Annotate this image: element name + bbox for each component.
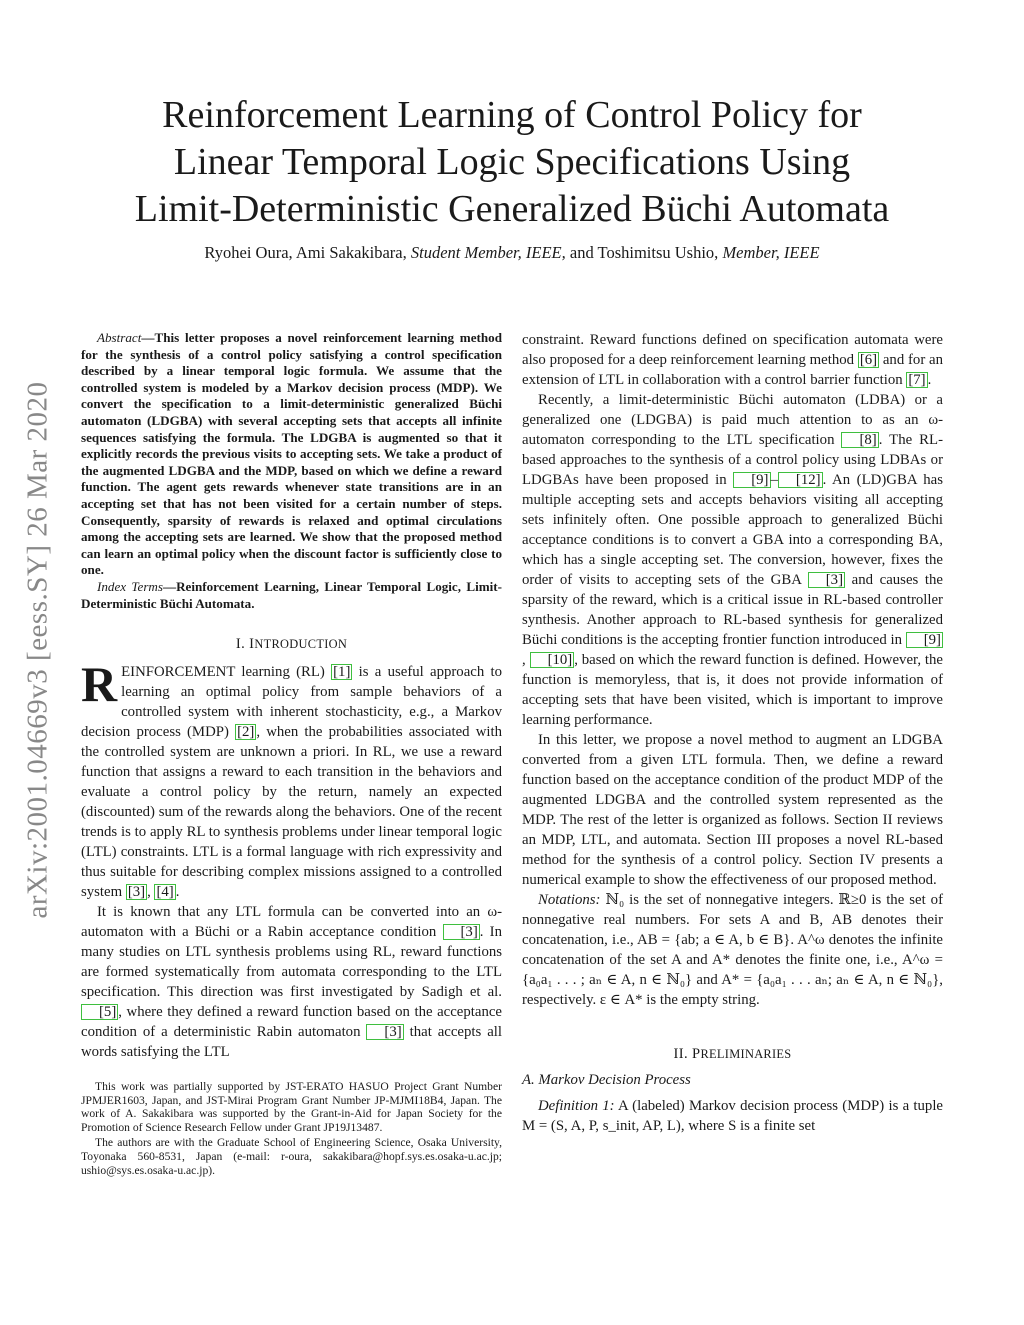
abstract [81,330,502,579]
abstract-lead: Abstract [97,330,142,345]
definition-lead: Definition 1: [538,1098,615,1114]
citation-link[interactable]: [1] [333,664,351,681]
citation-link[interactable]: [2] [237,724,255,741]
citation-link[interactable]: [8] [841,432,878,448]
citation-link[interactable]: [3] [443,924,480,940]
right-paragraph-0: constraint. Reward functions defined on specification automata were also proposed for a deep reinforcement learning method [6] and for an extension of LTL in collaboration with a control barrier function [7] . [522,332,943,388]
right-paragraph-1: Recently, a limit-deterministic Büchi automaton (LDBA) or a generalized one (LDGBA) is paid much attention to as an ω-automaton corresponding to the LTL specification [8] . The RL-based approaches to the synthesis of a control policy using LDBAs or LDGBAs have been proposed in [9] – [12] . An (LD)GBA has multiple accepting sets and accepts behaviors visiting all accepting sets infinitely often. One possible approach to generalized Büchi acceptance conditions is to convert a GBA into a corresponding BA, which has a single accepting set. The conversion, however, fixes the order of visits to accepting sets of the GBA [3] and causes the sparsity of the reward, which is a critical issue in RL-based controller synthesis. Another approach to RL-based synthesis for generalized Büchi conditions is the accepting frontier function introduced in [9], [10] , based on which the reward function is defined. However, the function is memoryless, that is, it does not provide information of accepting sets that have been visited, which is important to improve learning performance. [522,392,943,728]
right-column [522,330,943,1136]
subsection-heading-mdp: A. Markov Decision Process [522,1072,691,1088]
drop-cap: R [81,656,118,713]
author-names-1: Ryohei Oura, Ami Sakakibara, [204,243,411,262]
definition-1 [522,1096,943,1136]
citation-link[interactable]: [5] [81,1004,118,1020]
intro-paragraph-2: It is known that any LTL formula can be converted into an ω-automaton with a Büchi or a Rabin acceptance condition [3] . In many studies on LTL synthesis problems using RL, reward functions are formed systematically from automata corresponding to the LTL specification. This direction was first investigated by Sadigh et al. [5] , where they defined a reward function based on the acceptance condition of a deterministic Rabin automaton [3] that accepts all words satisfying the LTL [81,904,502,1061]
citation-link[interactable]: [3] [366,1024,403,1040]
title-line-1: Reinforcement Learning of Control Policy for [162,94,862,136]
citation-link[interactable]: [9] [906,632,943,648]
abstract-text: —This letter proposes a novel reinforcement learning method for the synthesis of a control policy satisfying a control specification described by a linear temporal logic formula. We assume that the controlled system is modeled by a Markov decision process (MDP). We convert the specification to a limit-deterministic generalized Büchi automaton (LDGBA) with several accepting sets that accepts all infinite sequences satisfying the formula. The LDGBA is augmented so that it explicitly records the previous visits to accepting sets. We take a product of the augmented LDGBA and the MDP, based on which we define a reward function. The agent gets rewards whenever state transitions are in an accepting set that has not been visited for a certain number of steps. Consequently, sparsity of rewards is relaxed and optimal circulations among the accepting sets are learned. We show that the proposed method can learn an optimal policy when the discount factor is sufficiently close to one. [81,330,502,578]
title-line-2: Linear Temporal Logic Specifications Using [173,141,851,183]
notations-lead: Notations: [538,892,601,908]
citation-link[interactable]: [6] [859,352,878,368]
index-terms-lead: Index Terms [97,578,163,594]
citation-link[interactable]: [12] [778,472,823,488]
citation-link[interactable]: [7] [908,372,926,388]
title-line-3: Limit-Deterministic Generalized Büchi Automata [134,188,890,230]
right-paragraph-2: In this letter, we propose a novel method to augment an LDGBA converted from a given LTL formula. Then, we define a reward function based on the acceptance condition of the product MDP of the augmented LDGBA and the controlled system represented as the MDP. The rest of the letter is organized as follows. Section II reviews an MDP, LTL, and automata. Section III proposes a novel RL-based method for the synthesis of a control policy. Section IV presents a numerical example to show the effectiveness of our proposed method. [522,732,943,888]
citation-link[interactable]: [3] [808,572,845,588]
index-terms-text: —Reinforcement Learning, Linear Temporal Logic, Limit-Deterministic Büchi Automata. [81,578,502,611]
section-heading-introduction: I. INTRODUCTION [235,636,348,653]
author-role-2: Member, IEEE [722,243,820,262]
index-terms [81,579,502,612]
section-heading-preliminaries: II. PRELIMINARIES [673,1046,792,1062]
citation-link[interactable]: [4] [156,884,174,901]
paper-title [80,92,944,233]
notations-text: ℕ₀ is the set of nonnegative integers. ℝ≥0 is the set of nonnegative real numbers. For sets A and B, AB denotes their concatenation, i.e., AB = {ab; a ∈ A, b ∈ B}. A^ω denotes the infinite concatenation of the set A and A* denotes the finite one, i.e., A^ω = {a₀a₁ . . . ; aₙ ∈ A, n ∈ ℕ₀} and A* = {a₀a₁ . . . aₙ; aₙ ∈ A, n ∈ ℕ₀}, respectively. ε ∈ A* is the empty string. [522,892,943,1008]
notations-paragraph [522,890,943,1010]
author-names-2: and Toshimitsu Ushio, [565,243,723,262]
author-line [80,243,944,263]
left-column [81,330,502,1179]
definition-text: A (labeled) Markov decision process (MDP) is a tuple M = (S, A, P, s_init, AP, L), where S is a finite set [522,1098,943,1134]
citation-link[interactable]: [10] [530,652,575,668]
footnote-funding: This work was partially supported by JST-ERATO HASUO Project Grant Number JPMJER1603, Japan, and JST-Mirai Program Grant Number JP-MJMI18B4, Japan. The work of A. Sakakibara was supported by the Grant-in-Aid for Japan Society for the Promotion of Science Research Fellow under Grant JP19J13487. [81,1080,502,1134]
arxiv-sidebar-stamp [14,340,62,960]
arxiv-identifier: arXiv:2001.04669v3 [eess.SY] 26 Mar 2020 [21,381,54,919]
citation-link[interactable]: [9] [733,472,770,488]
footnotes [81,1080,502,1177]
citation-link[interactable]: [3] [127,884,146,901]
footnote-affiliation: The authors are with the Graduate School of Engineering Science, Osaka University, Toyonaka 560-8531, Japan (e-mail: r-oura, sakakibara@hopf.sys.es.osaka-u.ac.jp; ushio@sys.es.osaka-u.ac.jp). [81,1136,502,1177]
intro-paragraph-1: REINFORCEMENT learning (RL) [1] is a useful approach to learning an optimal policy from sample behaviors of a controlled system with inherent stochasticity, e.g., a Markov decision process (MDP) [2] , when the probabilities associated with the controlled system are unknown a priori. In RL, we use a reward function that assigns a reward to each transition in the behaviors and evaluate a control policy by the return, namely an expected (discounted) sum of the rewards along the behaviors. One of the recent trends is to apply RL to synthesis problems under linear temporal logic (LTL) constraints. LTL is a formal language with rich expressivity and thus suitable for describing complex missions assigned to a controlled system [3] , [4] . [81,656,503,901]
author-role-1: Student Member, IEEE, [410,243,566,262]
